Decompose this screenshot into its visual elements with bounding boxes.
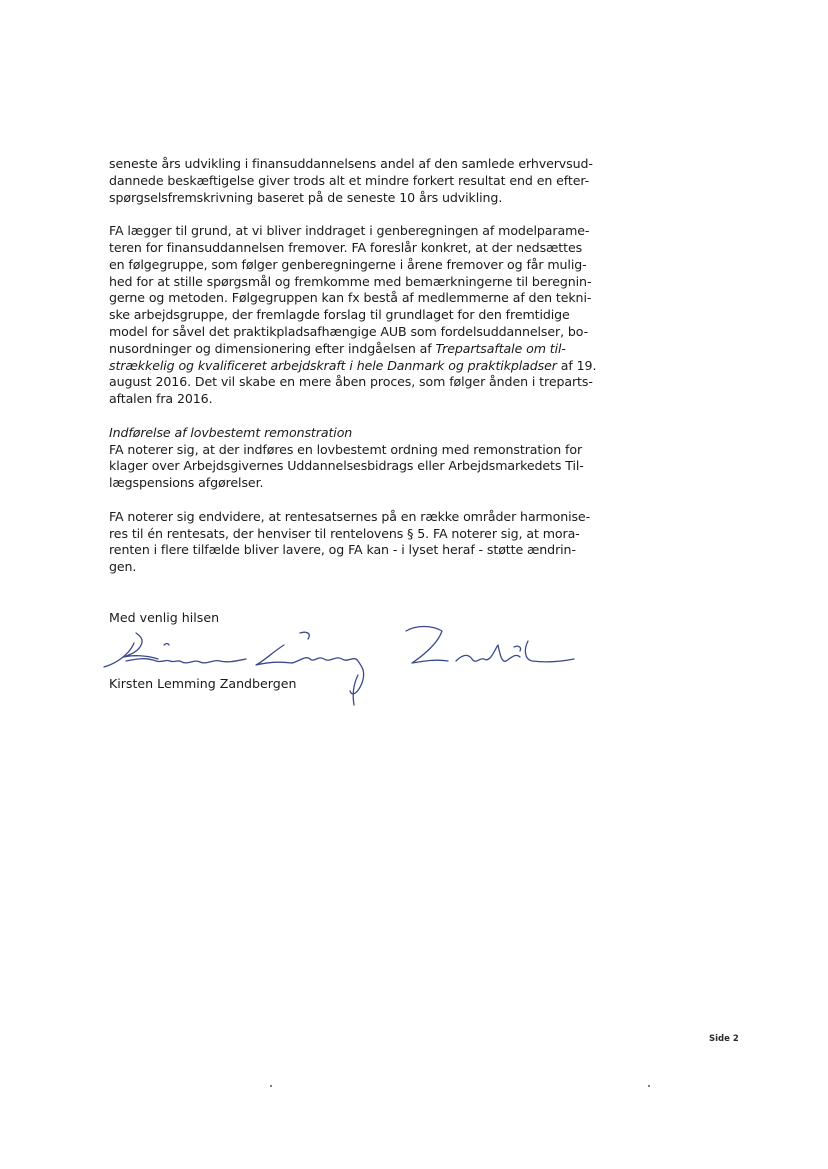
text-line: model for såvel det praktikpladsafhængige AUB som fordelsuddannelser, bo-	[109, 323, 589, 339]
text-line	[109, 358, 639, 375]
paragraph-2	[109, 223, 639, 408]
text-line: hed for at stille spørgsmål og fremkomme med bemærkningerne til beregnin-	[109, 273, 592, 289]
paragraph-1	[109, 156, 639, 206]
agreement-title-part-1: Trepartsaftale om til-	[435, 340, 566, 356]
page-number: Side 2	[709, 1034, 739, 1044]
text-line: gerne og metoden. Følgegruppen kan fx bestå af medlemmerne af den tekni-	[109, 290, 592, 306]
text-line: gen.	[109, 559, 137, 575]
handwritten-signature	[96, 615, 576, 710]
scan-speck	[270, 1085, 272, 1087]
text-line: FA noterer sig, at der indføres en lovbestemt ordning med remonstration for	[109, 441, 583, 457]
text-line: klager over Arbejdsgivernes Uddannelsesbidrags eller Arbejdsmarkedets Til-	[109, 458, 584, 474]
text-line: spørgselsfremskrivning baseret på de seneste 10 års udvikling.	[109, 189, 503, 205]
letter-body	[109, 156, 639, 593]
scan-speck	[648, 1085, 650, 1087]
text-segment: nusordninger og dimensionering efter indgåelsen af	[109, 340, 436, 356]
text-line: dannede beskæftigelse giver trods alt et mindre forkert resultat end en efter-	[109, 172, 590, 188]
agreement-title-part-2: strækkelig og kvalificeret arbejdskraft i hele Danmark og praktikpladser	[109, 357, 557, 373]
text-line: renten i flere tilfælde bliver lavere, og FA kan - i lyset heraf - støtte ændrin-	[109, 542, 576, 558]
text-segment: af 19.	[556, 357, 597, 373]
text-line: FA lægger til grund, at vi bliver inddraget i genberegningen af modelparame-	[109, 223, 590, 239]
paragraph-4	[109, 509, 639, 576]
section-heading: Indførelse af lovbestemt remonstration	[109, 424, 353, 440]
text-line: aftalen fra 2016.	[109, 391, 213, 407]
closing-salutation: Med venlig hilsen	[109, 610, 220, 625]
text-line: august 2016. Det vil skabe en mere åben proces, som følger ånden i treparts-	[109, 374, 593, 390]
text-line: seneste års udvikling i finansuddannelsens andel af den samlede erhvervsud-	[109, 156, 593, 171]
text-line: en følgegruppe, som følger genberegningerne i årene fremover og får mulig-	[109, 256, 587, 272]
text-line: res til én rentesats, der henviser til rentelovens § 5. FA noterer sig, at mora-	[109, 525, 580, 541]
text-line: FA noterer sig endvidere, at rentesatsernes på en række områder harmonise-	[109, 508, 591, 524]
text-line: teren for finansuddannelsen fremover. FA foreslår konkret, at der nedsættes	[109, 239, 583, 255]
text-line	[109, 341, 639, 358]
signer-name: Kirsten Lemming Zandbergen	[109, 676, 297, 691]
text-line: ske arbejdsgruppe, der fremlagde forslag til grundlaget for den fremtidige	[109, 307, 570, 323]
text-line: lægspensions afgørelser.	[109, 475, 264, 491]
section-3	[109, 425, 639, 492]
